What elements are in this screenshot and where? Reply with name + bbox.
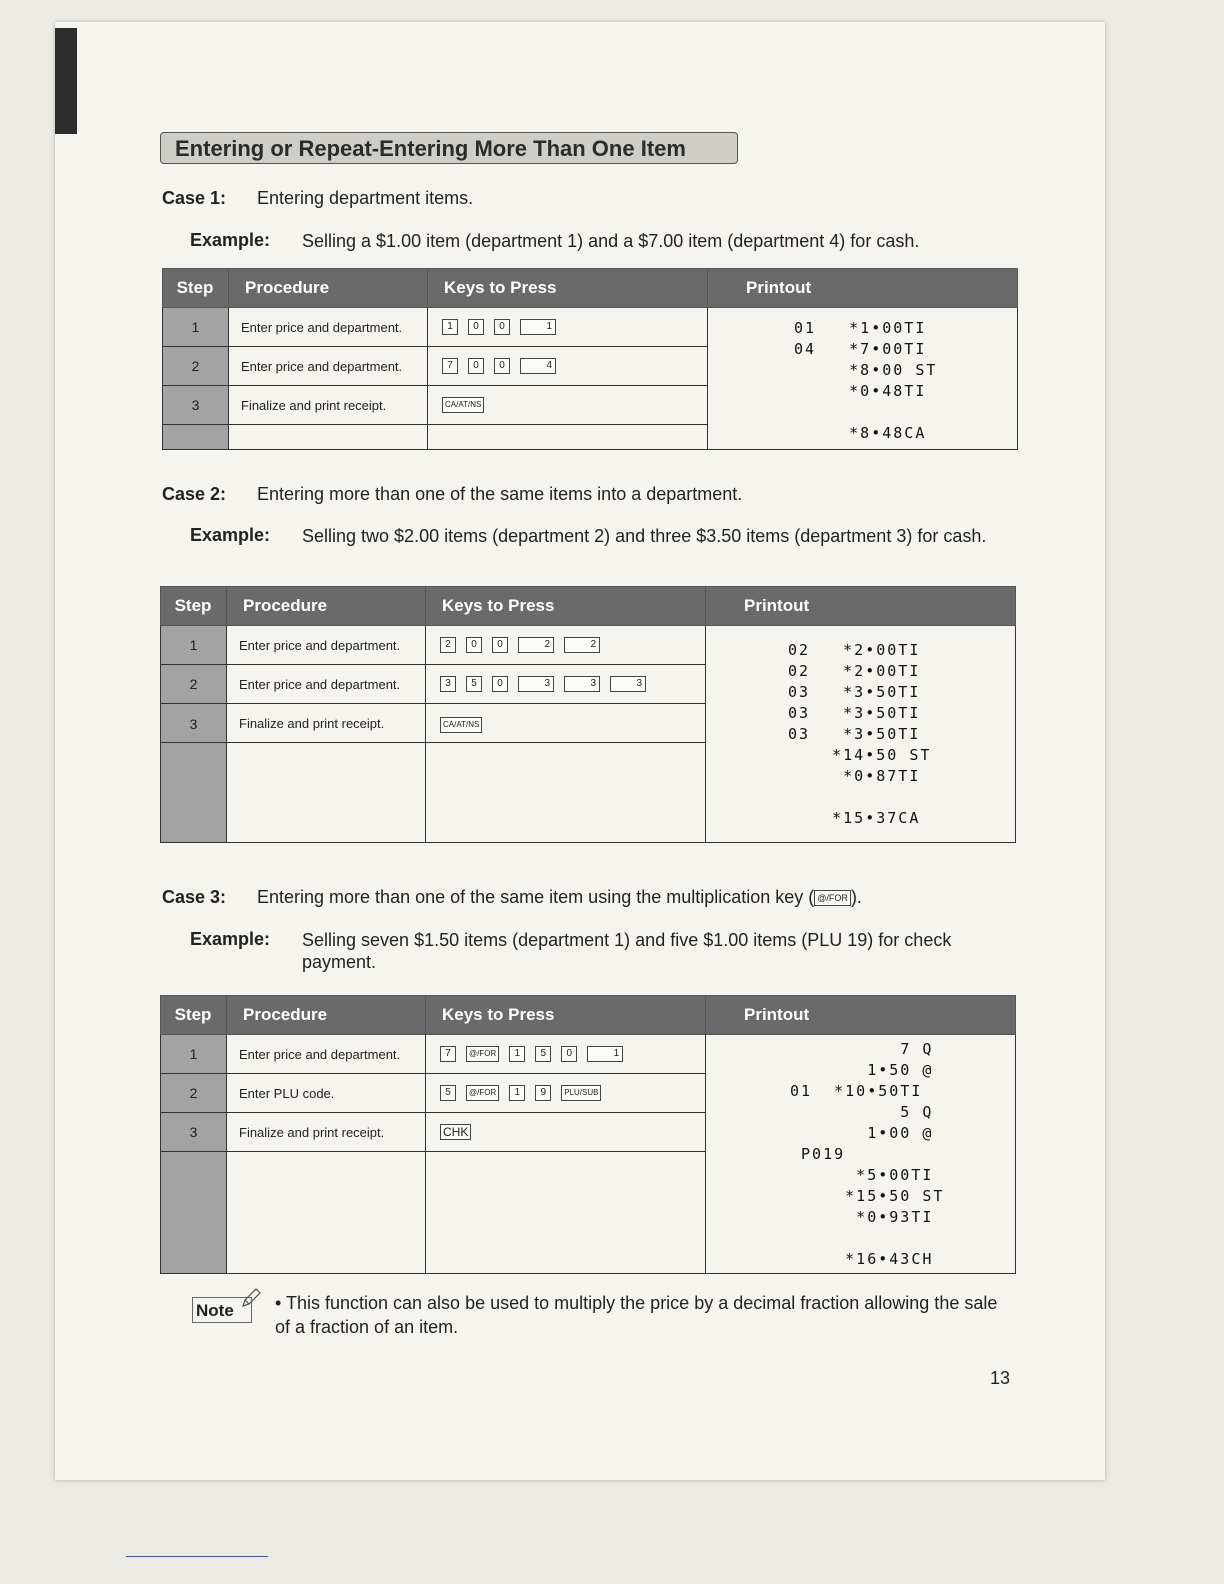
case3-desc: Entering more than one of the same item using the multiplication key ( — [257, 887, 815, 907]
key-1: 1 — [509, 1046, 525, 1062]
case1-table — [162, 268, 1018, 450]
page-number: 13 — [990, 1368, 1011, 1388]
link-underline — [126, 1556, 268, 1557]
case3-line — [162, 887, 862, 908]
header-printout: Printout — [706, 587, 1016, 626]
at-for-key: @/FOR — [814, 890, 851, 906]
header-printout: Printout — [706, 996, 1016, 1035]
case2-table — [160, 586, 1016, 843]
at-for-key: @/FOR — [466, 1085, 499, 1101]
procedure-text: Enter PLU code. — [227, 1074, 426, 1113]
key-0: 0 — [494, 358, 510, 374]
step-number-empty — [161, 1152, 227, 1274]
keys-cell — [426, 626, 706, 665]
key-0: 0 — [494, 319, 510, 335]
procedure-text: Enter price and department. — [227, 665, 426, 704]
header-step: Step — [161, 996, 227, 1035]
dept-key-3: 3 — [610, 676, 646, 692]
key-0: 0 — [492, 676, 508, 692]
step-number: 3 — [163, 386, 229, 425]
dept-key-4: 4 — [520, 358, 556, 374]
receipt: 02 *2•00TI 02 *2•00TI 03 *3•50TI 03 *3•50TI 03 *3•50TI *14•50 ST *0•87TI *15•37CA — [788, 641, 932, 827]
procedure-text: Finalize and print receipt. — [229, 386, 428, 425]
step-number-empty — [163, 425, 229, 450]
key-7: 7 — [440, 1046, 456, 1062]
ca-at-ns-key: CA/AT/NS — [442, 397, 484, 413]
case1-desc: Entering department items. — [257, 188, 474, 208]
keys-cell — [428, 308, 708, 347]
dept-key-1: 1 — [520, 319, 556, 335]
note-label — [192, 1297, 252, 1323]
case3-label: Case 3: — [162, 887, 227, 907]
header-keys: Keys to Press — [426, 996, 706, 1035]
key-0: 0 — [561, 1046, 577, 1062]
key-5: 5 — [440, 1085, 456, 1101]
printout-cell — [706, 626, 1016, 843]
key-0: 0 — [468, 319, 484, 335]
empty-cell — [428, 425, 708, 450]
key-5: 5 — [466, 676, 482, 692]
header-procedure: Procedure — [227, 587, 426, 626]
example-text: Selling seven $1.50 items (department 1) and five $1.00 items (PLU 19) for check payment. — [302, 930, 952, 972]
key-2: 2 — [440, 637, 456, 653]
case2-line — [162, 484, 742, 505]
keys-cell — [428, 386, 708, 425]
header-step: Step — [161, 587, 227, 626]
empty-cell — [229, 425, 428, 450]
dept-key-3: 3 — [564, 676, 600, 692]
procedure-text: Enter price and department. — [229, 308, 428, 347]
key-3: 3 — [440, 676, 456, 692]
dept-key-2: 2 — [518, 637, 554, 653]
step-number: 1 — [161, 1035, 227, 1074]
printout-cell — [708, 308, 1018, 450]
empty-cell — [426, 743, 706, 843]
at-for-key: @/FOR — [466, 1046, 499, 1062]
empty-cell — [426, 1152, 706, 1274]
key-0: 0 — [468, 358, 484, 374]
header-procedure: Procedure — [227, 996, 426, 1035]
receipt: 7 Q 1•50 @ 01 *10•50TI 5 Q 1•00 @ P019 *5•00TI *15•50 ST *0•93TI *16•43CH — [790, 1040, 945, 1268]
step-number: 2 — [161, 665, 227, 704]
example-text: Selling two $2.00 items (department 2) and three $3.50 items (department 3) for cash. — [302, 526, 987, 546]
step-number: 3 — [161, 704, 227, 743]
key-7: 7 — [442, 358, 458, 374]
case1-label: Case 1: — [162, 188, 227, 208]
example-text: Selling a $1.00 item (department 1) and a $7.00 item (department 4) for cash. — [302, 231, 920, 251]
ca-at-ns-key: CA/AT/NS — [440, 717, 482, 733]
step-number: 2 — [161, 1074, 227, 1113]
keys-cell — [428, 347, 708, 386]
procedure-text: Finalize and print receipt. — [227, 1113, 426, 1152]
binding-spine — [55, 28, 77, 134]
step-number: 2 — [163, 347, 229, 386]
step-number: 1 — [163, 308, 229, 347]
empty-cell — [227, 1152, 426, 1274]
key-1: 1 — [442, 319, 458, 335]
procedure-text: Enter price and department. — [229, 347, 428, 386]
key-0: 0 — [466, 637, 482, 653]
header-step: Step — [163, 269, 229, 308]
section-title: Entering or Repeat-Entering More Than One Item — [160, 132, 738, 164]
key-5: 5 — [535, 1046, 551, 1062]
step-number-empty — [161, 743, 227, 843]
example-label: Example: — [190, 525, 271, 545]
pencil-icon — [239, 1286, 263, 1310]
keys-cell — [426, 1074, 706, 1113]
case3-desc-end: ). — [850, 887, 862, 907]
key-1: 1 — [509, 1085, 525, 1101]
note-label-text: Note — [196, 1301, 234, 1320]
empty-cell — [227, 743, 426, 843]
dept-key-2: 2 — [564, 637, 600, 653]
dept-key-1: 1 — [587, 1046, 623, 1062]
procedure-text: Enter price and department. — [227, 1035, 426, 1074]
step-number: 1 — [161, 626, 227, 665]
chk-key: CHK — [440, 1124, 471, 1140]
receipt: 01 *1•00TI 04 *7•00TI *8•00 ST *0•48TI *8•48CA — [794, 319, 938, 442]
procedure-text: Finalize and print receipt. — [227, 704, 426, 743]
example-label: Example: — [190, 929, 271, 949]
procedure-text: Enter price and department. — [227, 626, 426, 665]
case2-desc: Entering more than one of the same items into a department. — [257, 484, 743, 504]
plu-sub-key: PLU/SUB — [561, 1085, 601, 1101]
key-9: 9 — [535, 1085, 551, 1101]
case3-table — [160, 995, 1016, 1274]
printout-cell — [706, 1035, 1016, 1274]
header-keys: Keys to Press — [426, 587, 706, 626]
case2-label: Case 2: — [162, 484, 227, 504]
keys-cell — [426, 1113, 706, 1152]
example-label: Example: — [190, 230, 271, 250]
header-keys: Keys to Press — [428, 269, 708, 308]
step-number: 3 — [161, 1113, 227, 1152]
note-text: • This function can also be used to multiply the price by a decimal fraction allowing the sale of a fraction of an item. — [275, 1293, 998, 1337]
header-procedure: Procedure — [229, 269, 428, 308]
header-printout: Printout — [708, 269, 1018, 308]
keys-cell — [426, 704, 706, 743]
key-0: 0 — [492, 637, 508, 653]
keys-cell — [426, 1035, 706, 1074]
keys-cell — [426, 665, 706, 704]
case1-line — [162, 188, 473, 209]
dept-key-3: 3 — [518, 676, 554, 692]
